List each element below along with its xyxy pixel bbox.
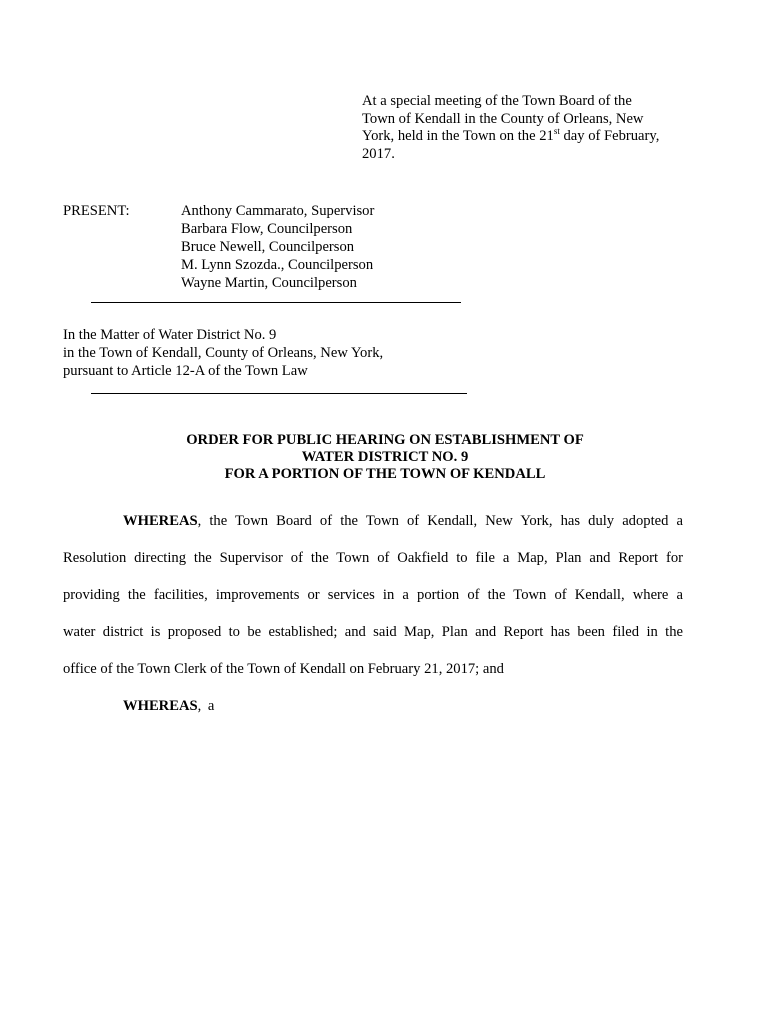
- meeting-heading-line-2: Town of Kendall in the County of Orleans, New: [362, 110, 644, 127]
- present-member: Barbara Flow, Councilperson: [181, 221, 353, 237]
- divider-line: [91, 302, 461, 303]
- paragraph-line-text: , the Town Board of the Town of Kendall, New York, has duly adopted a: [197, 513, 683, 529]
- meeting-heading-line-3-end: day of February,: [559, 128, 660, 144]
- order-title-line-2: WATER DISTRICT NO. 9: [301, 449, 469, 465]
- whereas-keyword: WHEREAS: [123, 698, 198, 714]
- paragraph-line: [63, 503, 683, 540]
- whereas-keyword: WHEREAS: [123, 513, 198, 529]
- whereas-paragraph-2: [63, 688, 683, 725]
- order-title-line-1: ORDER FOR PUBLIC HEARING ON ESTABLISHMENT OF: [186, 432, 584, 448]
- paragraph-line: providing the facilities, improvements or services in a portion of the Town of Kendall, where a: [63, 587, 683, 603]
- present-member: Bruce Newell, Councilperson: [181, 239, 355, 255]
- meeting-heading-line-1: At a special meeting of the Town Board of the: [362, 93, 632, 109]
- present-member: Anthony Cammarato, Supervisor: [181, 203, 375, 219]
- ordinal-suffix: st: [553, 126, 560, 136]
- meeting-heading: [362, 93, 692, 163]
- paragraph-line: office of the Town Clerk of the Town of Kendall on February 21, 2017; and: [63, 661, 504, 677]
- order-title-line-3: FOR A PORTION OF THE TOWN OF KENDALL: [224, 466, 546, 482]
- matter-caption: [63, 326, 383, 380]
- divider-line: [91, 393, 467, 394]
- order-body: [63, 503, 683, 725]
- matter-caption-line-2: in the Town of Kendall, County of Orleans, New York,: [63, 345, 384, 361]
- paragraph-line-text: , a: [197, 698, 215, 714]
- present-members-list: [181, 202, 374, 292]
- meeting-heading-line-4: 2017.: [362, 145, 395, 162]
- whereas-paragraph-1: [63, 503, 683, 688]
- matter-caption-line-1: In the Matter of Water District No. 9: [63, 327, 277, 343]
- matter-caption-line-3: pursuant to Article 12-A of the Town Law: [63, 363, 308, 379]
- paragraph-line: Resolution directing the Supervisor of the Town of Oakfield to file a Map, Plan and Report for: [63, 550, 683, 566]
- order-title: [0, 432, 770, 483]
- present-label: PRESENT:: [63, 203, 130, 219]
- present-member: Wayne Martin, Councilperson: [181, 275, 357, 291]
- present-member: M. Lynn Szozda., Councilperson: [181, 257, 374, 273]
- meeting-heading-line-3: [362, 128, 692, 146]
- meeting-heading-line-3-start: York, held in the Town on the 21: [362, 128, 554, 144]
- paragraph-line: water district is proposed to be established; and said Map, Plan and Report has been filed in the: [63, 624, 683, 640]
